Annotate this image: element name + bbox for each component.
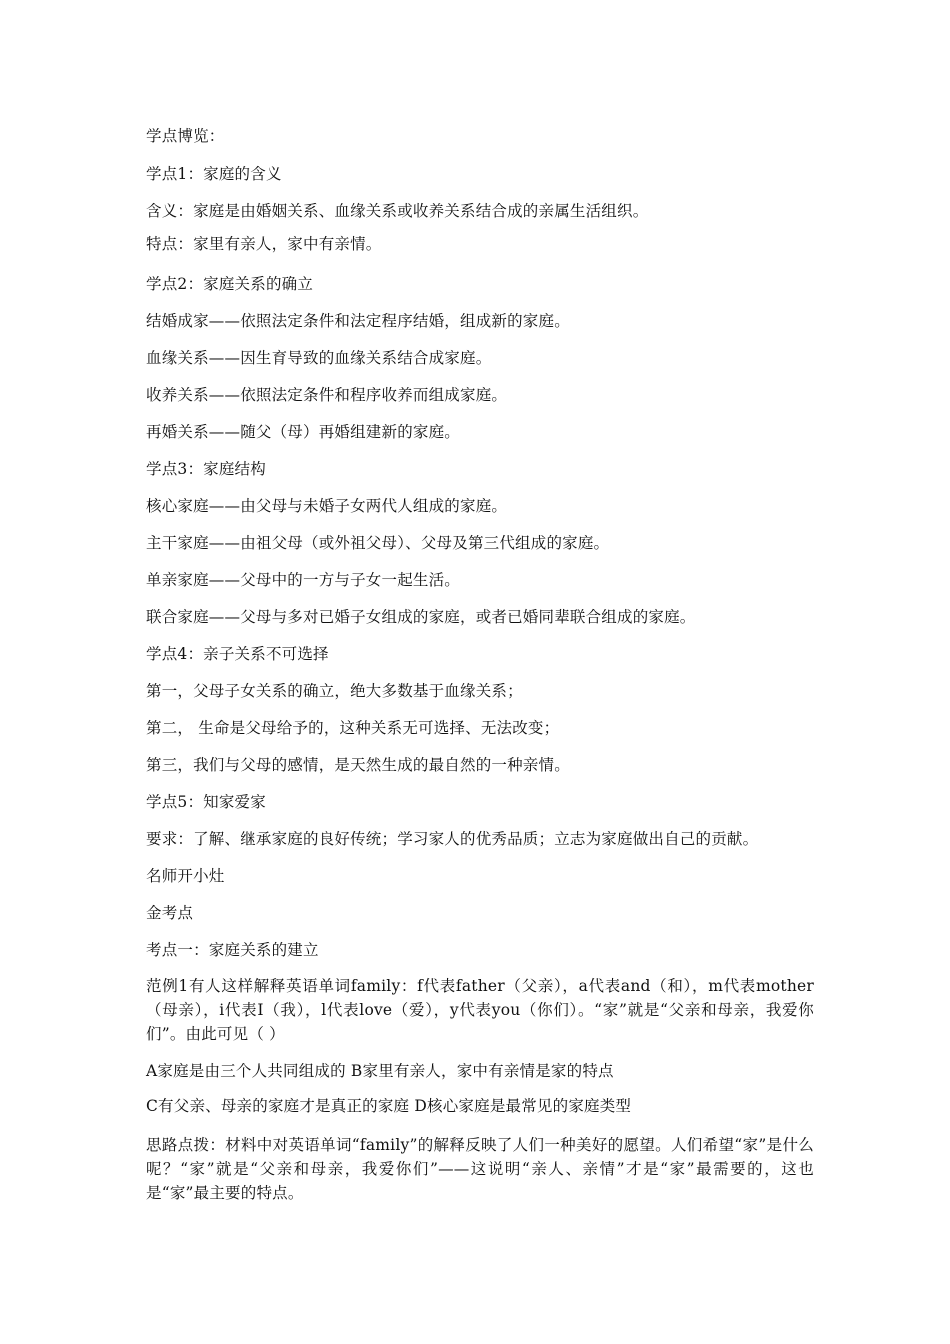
reason-second-line: 第二， 生命是父母给予的，这种关系无可选择、无法改变； <box>146 719 560 737</box>
teacher-section-heading: 名师开小灶 <box>146 867 225 885</box>
relation-marriage-line: 结婚成家——依照法定条件和法定程序结婚，组成新的家庭。 <box>146 312 570 330</box>
point-4-heading: 学点4：亲子关系不可选择 <box>146 645 329 663</box>
key-point-1-heading: 考点一：家庭关系的建立 <box>146 941 319 959</box>
feature-line: 特点：家里有亲人，家中有亲情。 <box>146 235 382 253</box>
section-heading: 学点博览： <box>146 127 225 145</box>
structure-stem-line: 主干家庭——由祖父母（或外祖父母）、父母及第三代组成的家庭。 <box>146 534 610 552</box>
point-3-heading: 学点3：家庭结构 <box>146 460 266 478</box>
key-points-heading: 金考点 <box>146 904 194 922</box>
structure-joint-line: 联合家庭——父母与多对已婚子女组成的家庭，或者已婚同辈联合组成的家庭。 <box>146 608 696 626</box>
reason-first-line: 第一，父母子女关系的确立，绝大多数基于血缘关系； <box>146 682 523 700</box>
answer-options-ab: A家庭是由三个人共同组成的 B家里有亲人，家中有亲情是家的特点 <box>146 1062 614 1080</box>
meaning-line: 含义：家庭是由婚姻关系、血缘关系或收养关系结合成的亲属生活组织。 <box>146 202 649 220</box>
analysis-paragraph: 思路点拨：材料中对英语单词“family”的解释反映了人们一种美好的愿望。人们希望“家”是什么呢？“家”就是“父亲和母亲，我爱你们”——这说明“亲人、亲情”才是“家”最需要的，这也是“家”最主要的特点。 <box>146 1136 814 1202</box>
point-1-heading: 学点1：家庭的含义 <box>146 165 282 183</box>
structure-single-parent-line: 单亲家庭——父母中的一方与子女一起生活。 <box>146 571 461 589</box>
relation-blood-line: 血缘关系——因生育导致的血缘关系结合成家庭。 <box>146 349 492 367</box>
answer-options-cd: C有父亲、母亲的家庭才是真正的家庭 D核心家庭是最常见的家庭类型 <box>146 1097 632 1115</box>
point-5-heading: 学点5：知家爱家 <box>146 793 266 811</box>
example-question: 范例1有人这样解释英语单词family：f代表father（父亲），a代表and（和），m代表mother（母亲），i代表I（我），l代表love（爱），y代表you（你们）。“家”就是“父亲和母亲，我爱你们”。由此可见（ ） <box>146 977 814 1043</box>
requirement-line: 要求：了解、继承家庭的良好传统；学习家人的优秀品质；立志为家庭做出自己的贡献。 <box>146 830 759 848</box>
relation-remarriage-line: 再婚关系——随父（母）再婚组建新的家庭。 <box>146 423 461 441</box>
point-2-heading: 学点2：家庭关系的确立 <box>146 275 314 293</box>
reason-third-line: 第三，我们与父母的感情，是天然生成的最自然的一种亲情。 <box>146 756 570 774</box>
relation-adoption-line: 收养关系——依照法定条件和程序收养而组成家庭。 <box>146 386 508 404</box>
structure-nuclear-line: 核心家庭——由父母与未婚子女两代人组成的家庭。 <box>146 497 508 515</box>
